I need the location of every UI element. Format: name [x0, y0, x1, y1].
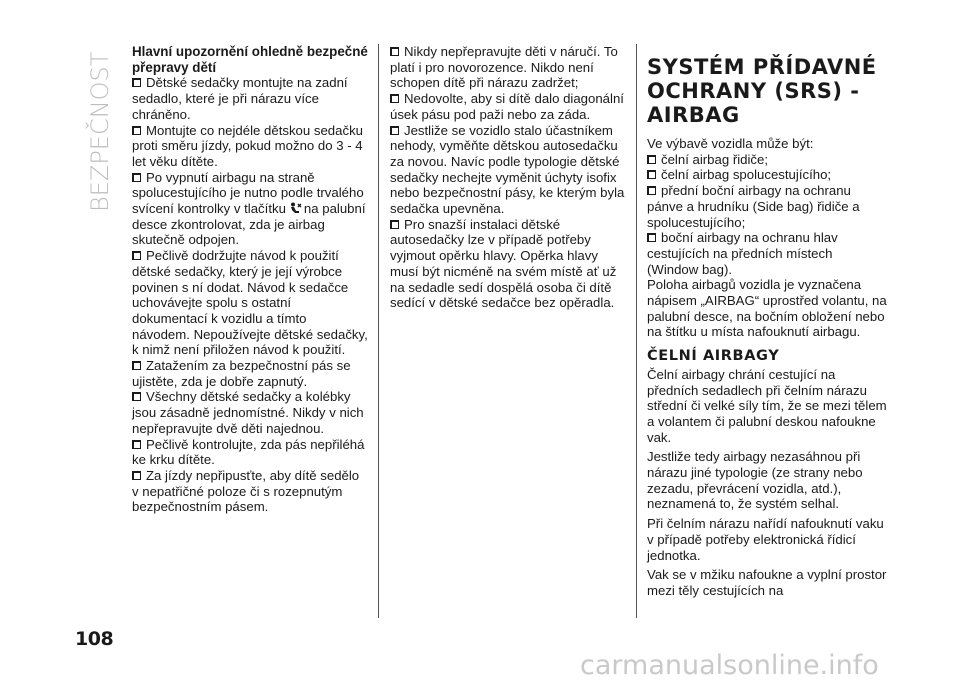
airbag-position-text: Poloha airbagů vozidla je vyznačena nápisem „AIRBAG“ uprostřed volantu, na palubní desce, na bočním obložení nebo na štítku u místa nafouknutí airbagu.: [647, 277, 887, 340]
bullet-icon: [132, 251, 141, 260]
bullet-icon: [390, 220, 399, 229]
bullet-icon: [132, 361, 141, 370]
bullet-icon: [132, 173, 141, 182]
page-number: 108: [75, 628, 114, 650]
side-title-text: BEZPEČNOST: [86, 51, 114, 212]
bullet-icon: [132, 440, 141, 449]
front-airbags-heading: ČELNÍ AIRBAGY: [647, 348, 780, 365]
paragraph: Čelní airbagy chrání cestující na předních sedadlech při čelním nárazu střední či velké síly tím, že se mezi tělem a volantem či palubní deskou nafoukne vak.: [647, 366, 887, 445]
bullet-icon: [132, 392, 141, 401]
list-item: Montujte co nejdéle dětskou sedačku proti směru jízdy, pokud možno do 3 - 4 let věku dítěte.: [132, 122, 364, 169]
bullet-icon: [132, 78, 141, 87]
list-item: Za jízdy nepřipusťte, aby dítě sedělo v nepatřičné poloze či s rozepnutým bezpečnostním pásem.: [132, 467, 360, 515]
bullet-icon: [647, 155, 656, 164]
bullet-icon: [390, 47, 399, 56]
column-1: [132, 44, 368, 515]
intro-text: Ve výbavě vozidla může být:: [647, 136, 814, 151]
list-item: Zatažením za bezpečnostní pás se ujistěte, zda je dobře zapnutý.: [132, 358, 351, 389]
section-side-title: [84, 44, 114, 214]
column-divider: [636, 44, 637, 618]
list-item: Dětské sedačky montujte na zadní sedadlo, které je při nárazu více chráněno.: [132, 75, 348, 122]
bullet-icon: [390, 94, 399, 103]
list-item: Pečlivě kontrolujte, zda pás nepřiléhá ke krku dítěte.: [132, 436, 365, 468]
srs-airbag-heading: SYSTÉM PŘÍDAVNÉ OCHRANY (SRS) - AIRBAG: [647, 55, 877, 127]
list-item: boční airbagy na ochranu hlav cestujících na předních místech (Window bag).: [647, 230, 838, 277]
list-item: Nikdy nepřepravujte děti v náručí. To platí i pro novorozence. Nikdo není schopen dítě při nárazu zadržet;: [390, 44, 618, 91]
bullet-icon: [647, 186, 656, 195]
list-item: Nedovolte, aby si dítě dalo diagonální úsek pásu pod paži nebo za záda.: [390, 91, 624, 122]
list-item: čelní airbag řidiče;: [647, 152, 887, 168]
list-item-airbag: Po vypnutí airbagu na straně spolucestujícího je nutno podle trvalého svícení kontrolky v tlačítku na palubní desce zkontrolovat, zda je airbag skutečně odpojen.: [132, 169, 366, 248]
list-item: Všechny dětské sedačky a kolébky jsou zásadně jednomístné. Nikdy v nich nepřepravujte dvě děti najednou.: [132, 389, 364, 436]
paragraph: Při čelním nárazu nařídí nafouknutí vaku v případě potřeby elektronická řídicí jednotka.: [647, 516, 884, 563]
list-item: přední boční airbagy na ochranu pánve a hrudníku (Side bag) řidiče a spolucestujícího;: [647, 183, 860, 230]
child-safety-heading: Hlavní upozornění ohledně bezpečné přepravy dětí: [132, 44, 368, 75]
column-3: [647, 55, 887, 599]
bullet-icon: [647, 233, 656, 242]
list-item: Pečlivě dodržujte návod k použití dětské sedačky, který je její výrobce povinen s ní dodat. Návod k sedačce uchovávejte spolu s ostatní dokumentací k vozidlu a tímto návodem. Nepoužívejte dětské sedačky, k nimž není přiložen návod k použití.: [132, 248, 368, 358]
bullet-icon: [132, 126, 141, 135]
list-item: Jestliže se vozidlo stalo účastníkem nehody, vyměňte dětskou autosedačku za novou. Navíc podle typologie dětské sedačky nechejte vyměnit úchyty isofix nebo bezpečnostní pásy, ke kterým byla sedačka upevněna.: [390, 122, 625, 217]
column-divider: [378, 44, 379, 618]
column-2: [390, 44, 628, 311]
bullet-icon: [132, 471, 141, 480]
paragraph: Vak se v mžiku nafoukne a vyplní prostor mezi těly cestujících na: [647, 567, 887, 598]
watermark-text: carmanualsonline.info: [580, 650, 879, 681]
list-item: Pro snazší instalaci dětské autosedačky lze v případě potřeby vyjmout opěrku hlavy. Opěrka hlavy musí být nicméně na svém místě ať už na sedadle sedí dospělá osoba či dítě sedící v dětské sedačce bez opěradla.: [390, 216, 617, 311]
passenger-airbag-off-icon: [288, 202, 302, 216]
bullet-icon: [647, 170, 656, 179]
bullet-icon: [390, 126, 399, 135]
paragraph: Jestliže tedy airbagy nezasáhnou při nárazu jiné typologie (ze strany nebo zezadu, převrácení vozidla, atd.), neznamená to, že systém selhal.: [647, 449, 863, 512]
list-item: čelní airbag spolucestujícího;: [647, 167, 887, 183]
